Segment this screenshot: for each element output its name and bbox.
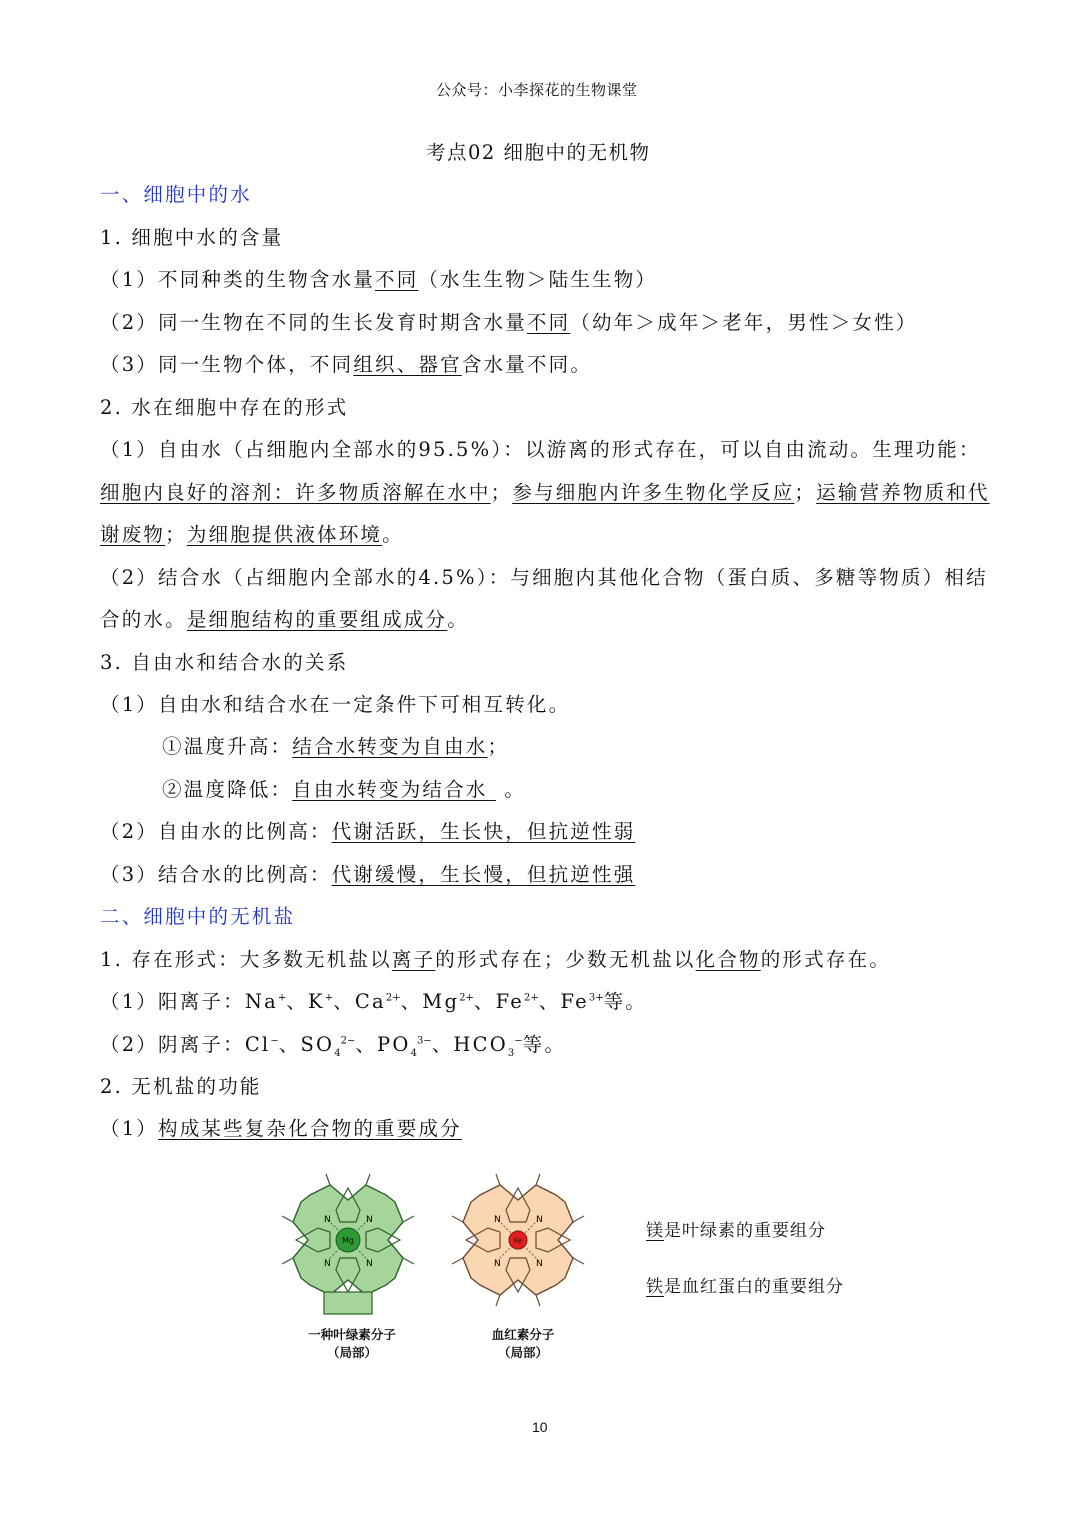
section-heading-salts: 二、细胞中的无机盐 [100, 905, 296, 928]
page-number: 10 [532, 1419, 548, 1435]
anions-line: （2）阴离子：Cl−、$SO_4^{2-}$、$PO_4^{3-}$、$HCO_3^-$等。 [100, 1033, 567, 1059]
heme-caption: 血红素分子 （局部） [491, 1327, 555, 1360]
magnesium-label: Mg [342, 1236, 354, 1245]
water-relation-item-2: （2）自由水的比例高：代谢活跃，生长快，但抗逆性弱 [100, 820, 636, 843]
chlorophyll-molecule [282, 1174, 414, 1314]
water-relation-item-3: （3）结合水的比例高：代谢缓慢，生长慢，但抗逆性强 [100, 863, 636, 886]
iron-label: Fe [514, 1237, 522, 1245]
water-content-item-3: （3）同一生物个体，不同组织、器官含水量不同。 [100, 353, 593, 376]
heme-n-4: N [536, 1259, 543, 1269]
heme-n-2: N [536, 1215, 543, 1225]
bound-water-line-1: （2）结合水（占细胞内全部水的4.5%）：与细胞内其他化合物（蛋白质、多糖等物质）相结 [100, 566, 988, 589]
water-relation-item-1: （1）自由水和结合水在一定条件下可相互转化。 [100, 693, 571, 716]
salt-form-line: 1. 存在形式：大多数无机盐以离子的形式存在；少数无机盐以化合物的形式存在。 [100, 948, 891, 971]
heme-molecule [452, 1174, 584, 1306]
chlorophyll-caption: 一种叶绿素分子 （局部） [308, 1327, 396, 1360]
free-water-line-1: （1）自由水（占细胞内全部水的95.5%）：以游离的形式存在，可以自由流动。生理功能： [100, 438, 981, 461]
free-water-line-2: 细胞内良好的溶剂：许多物质溶解在水中；参与细胞内许多生物化学反应；运输营养物质和代 [100, 481, 990, 504]
molecule-figure [270, 1155, 630, 1330]
cations-line: （1）阳离子：Na+、K+、$Ca^{2+}$、$Mg^{2+}$、$Fe^{2+}$、$Fe^{3+}$等。 [100, 990, 648, 1013]
water-content-item-2: （2）同一生物在不同的生长发育时期含水量不同（幼年＞成年＞老年，男性＞女性） [100, 311, 918, 334]
water-content-title: 1. 细胞中水的含量 [100, 226, 284, 249]
chlorophyll-n-4: N [366, 1259, 373, 1269]
section-heading-water: 一、细胞中的水 [100, 183, 252, 206]
heme-n-3: N [494, 1259, 501, 1269]
salt-function-item-1: （1）构成某些复杂化合物的重要成分 [100, 1117, 462, 1140]
water-content-item-1: （1）不同种类的生物含水量不同（水生生物＞陆生生物） [100, 268, 658, 291]
heme-n-1: N [494, 1215, 501, 1225]
chlorophyll-n-3: N [324, 1259, 331, 1269]
water-forms-title: 2. 水在细胞中存在的形式 [100, 396, 349, 419]
bound-water-line-2: 合的水。是细胞结构的重要组成成分。 [100, 608, 469, 631]
chlorophyll-n-1: N [324, 1215, 331, 1225]
page-header: 公众号：小李探花的生物课堂 [436, 81, 638, 99]
free-water-line-3: 谢废物；为细胞提供液体环境。 [100, 523, 404, 546]
salt-function-title: 2. 无机盐的功能 [100, 1075, 262, 1098]
legend-iron: 铁是血红蛋白的重要组分 [646, 1277, 844, 1297]
water-relation-temp-up: ①温度升高：结合水转变为自由水； [162, 735, 510, 758]
chlorophyll-n-2: N [366, 1215, 373, 1225]
water-relation-temp-down: ②温度降低：自由水转变为结合水 。 [162, 778, 527, 801]
legend-magnesium: 镁是叶绿素的重要组分 [646, 1221, 826, 1241]
water-relation-title: 3. 自由水和结合水的关系 [100, 651, 349, 674]
page-title: 考点02 细胞中的无机物 [426, 141, 651, 164]
